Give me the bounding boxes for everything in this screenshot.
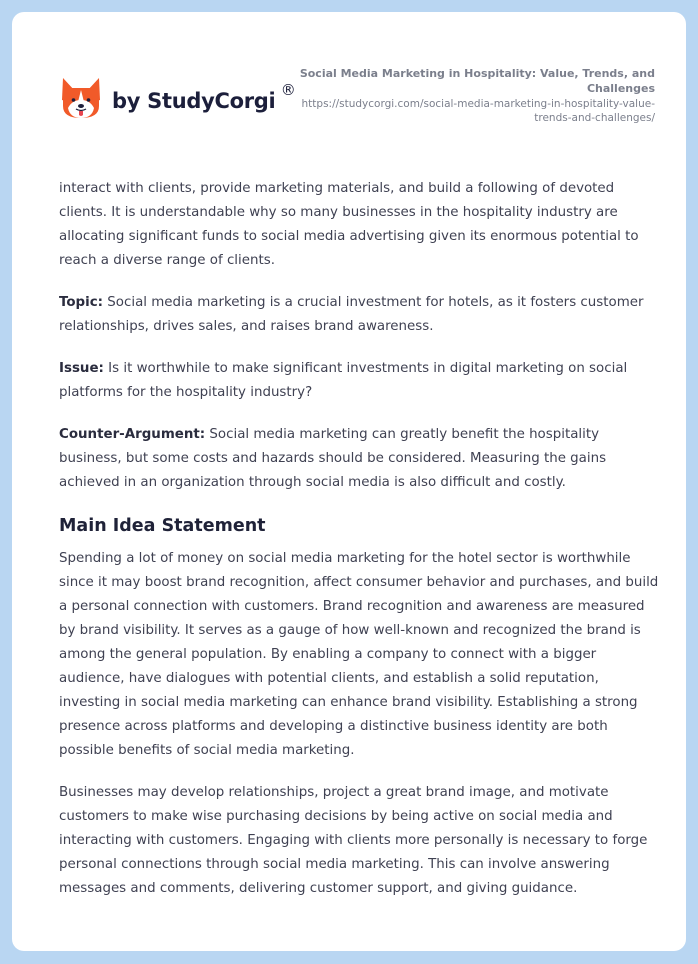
counter-argument-label: Counter-Argument: — [59, 427, 206, 442]
studycorgi-logo[interactable] — [60, 76, 296, 122]
topic-text: Social media marketing is a crucial investment for hotels, as it fosters customer relationships, drives sales, and raises brand awareness. — [59, 295, 644, 334]
document-title: Social Media Marketing in Hospitality: Value, Trends, and Challenges — [299, 67, 655, 95]
brand-name — [112, 81, 296, 113]
counter-argument-paragraph — [59, 423, 659, 495]
intro-paragraph: interact with clients, provide marketing materials, and build a following of devoted clients. It is understandable why so many businesses in the hospitality industry are allocating significant funds to social media advertising given its enormous potential to reach a diverse range of clients. — [59, 181, 639, 268]
body-paragraph: Spending a lot of money on social media marketing for the hotel sector is worthwhile since it may boost brand recognition, affect consumer behavior and purchases, and build a personal connection with customers. Brand recognition and awareness are measured by brand visibility. It serves as a gauge of how well-known and recognized the brand is among the general population. By enabling a company to connect with a bigger audience, have dialogues with potential clients, and establish a solid reputation, investing in social media marketing can enhance brand visibility. Establishing a strong presence across platforms and developing a distinctive business identity are both possible benefits of social media marketing. — [59, 551, 659, 758]
brand-text: by StudyCorgi — [112, 89, 276, 113]
section-heading: Main Idea Statement — [59, 516, 266, 536]
article-body — [59, 177, 659, 919]
issue-paragraph — [59, 357, 659, 405]
registered-mark: ® — [280, 81, 296, 99]
issue-text: Is it worthwhile to make significant investments in digital marketing on social platforms for the hospitality industry? — [59, 361, 628, 400]
page-header — [12, 12, 686, 162]
corgi-logo-icon — [60, 76, 102, 122]
topic-label: Topic: — [59, 295, 104, 310]
body-paragraph: Businesses may develop relationships, project a great brand image, and motivate customers to make wise purchasing decisions by being active on social media and interacting with customers. Engaging with clients more personally is necessary to forge personal connections through social media marketing. This can involve answering messages and comments, delivering customer support, and giving guidance. — [59, 785, 648, 896]
document-card — [12, 12, 686, 951]
document-meta — [295, 66, 655, 125]
topic-paragraph — [59, 291, 659, 339]
counter-argument-text: Social media marketing can greatly benefit the hospitality business, but some costs and hazards should be considered. Measuring the gains achieved in an organization through social media is also difficult and costly. — [59, 427, 607, 490]
document-url[interactable]: https://studycorgi.com/social-media-marketing-in-hospitality-value-trends-and-challenges/ — [301, 98, 655, 124]
issue-label: Issue: — [59, 361, 104, 376]
